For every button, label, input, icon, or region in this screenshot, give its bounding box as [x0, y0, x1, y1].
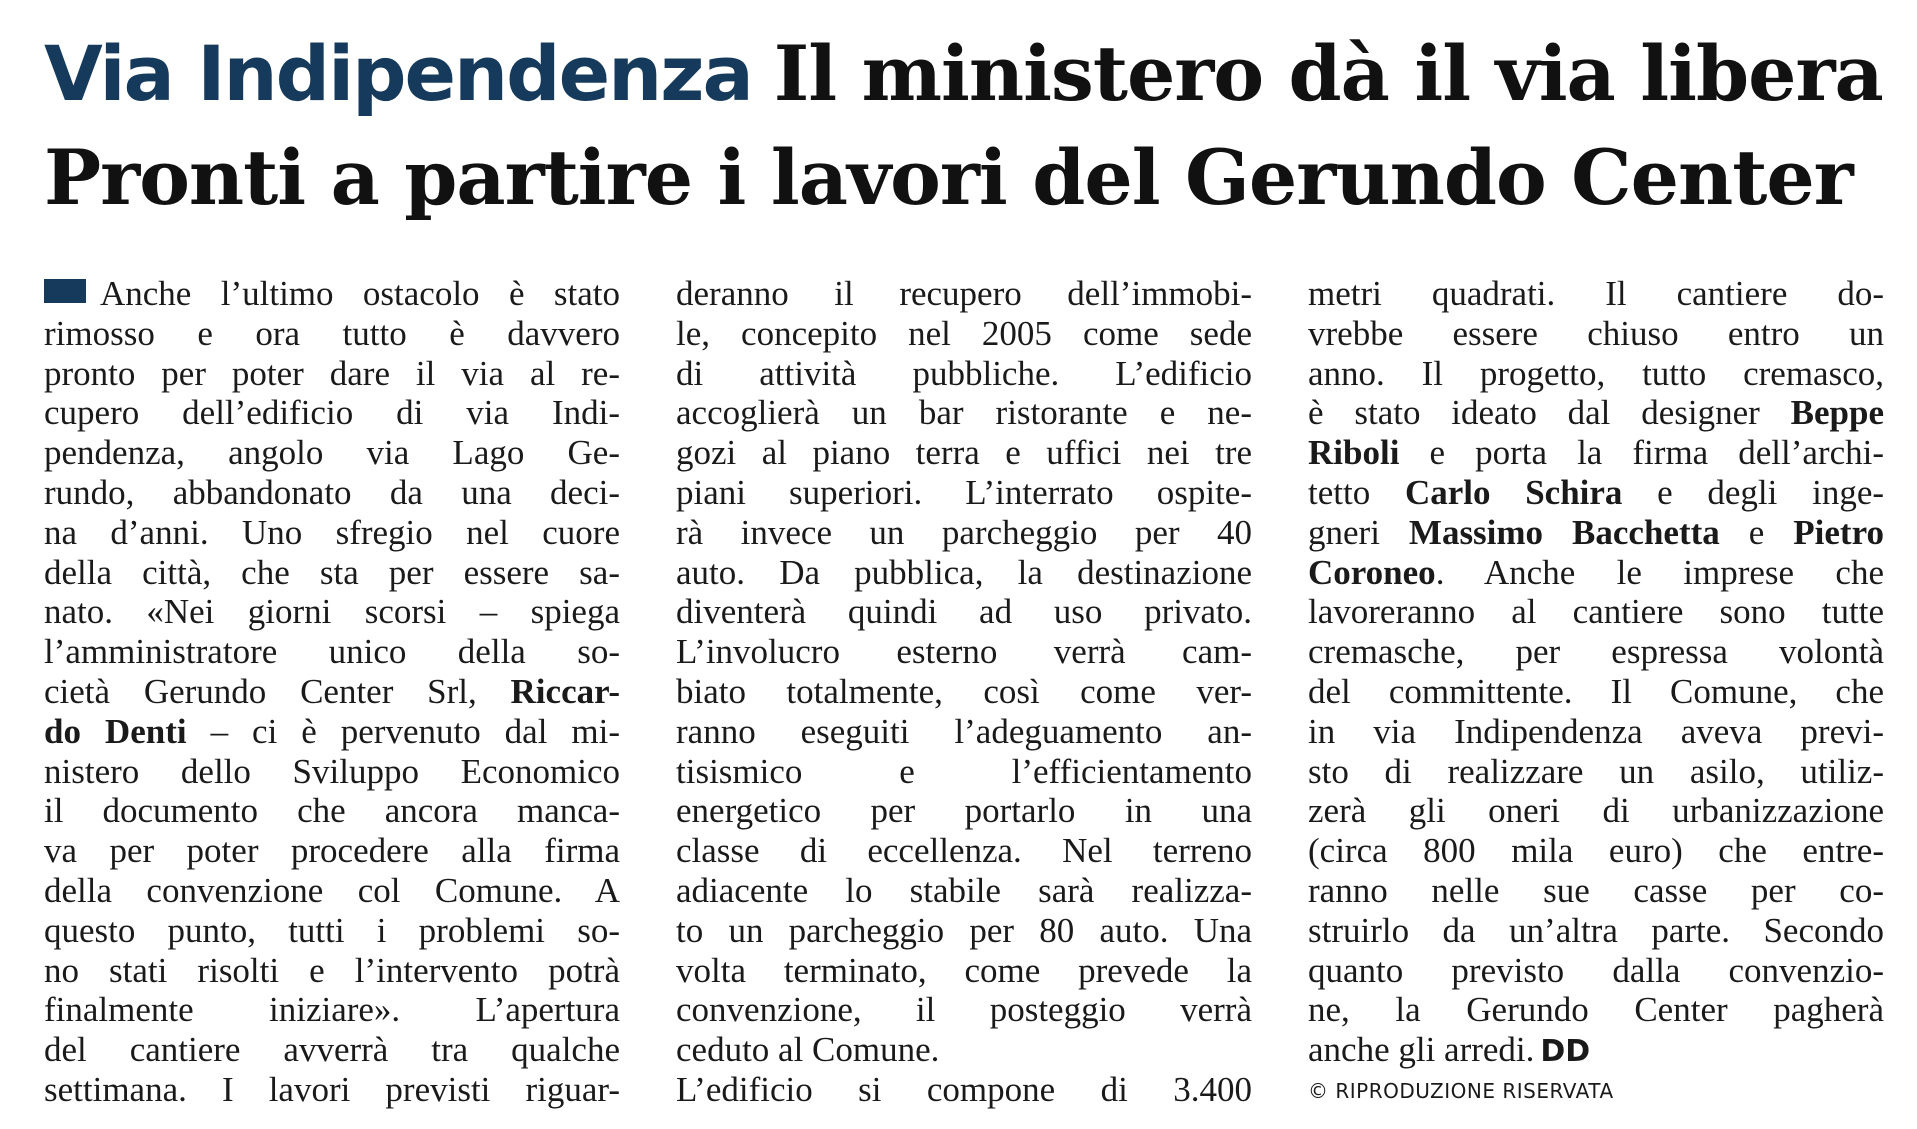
- headline-line-1: [44, 22, 1884, 126]
- text-line: biato totalmente, così come ver-: [676, 671, 1252, 711]
- text-line: adiacente lo stabile sarà realizza-: [676, 870, 1252, 910]
- text-line: di attività pubbliche. L’edificio: [676, 353, 1252, 393]
- text-line: anno. Il progetto, tutto cremasco,: [1308, 353, 1884, 393]
- person-name: Massimo Bacchetta: [1408, 512, 1720, 552]
- person-name: Carlo Schira: [1404, 472, 1623, 512]
- text-line: gneri Massimo Bacchetta e Pietro: [1308, 512, 1884, 552]
- text-line: tetto Carlo Schira e degli inge-: [1308, 472, 1884, 512]
- text-line: ranno eseguiti l’adeguamento an-: [676, 711, 1252, 751]
- text-line: nato. «Nei giorni scorsi – spiega: [44, 592, 620, 632]
- text-line: diventerà quindi ad uso privato.: [676, 592, 1252, 632]
- text-line: in via Indipendenza aveva previ-: [1308, 711, 1884, 751]
- text-line: cupero dell’edificio di via Indi-: [44, 393, 620, 433]
- article-column-1: [44, 274, 620, 1114]
- text-line: struirlo da un’altra parte. Secondo: [1308, 910, 1884, 950]
- text-line: l’amministratore unico della so-: [44, 632, 620, 672]
- article-body: [44, 274, 1884, 1114]
- headline-kicker: Via Indipendenza: [44, 29, 752, 118]
- text-line: Anche l’ultimo ostacolo è stato: [44, 274, 620, 314]
- headline: [44, 22, 1884, 230]
- person-name: Pietro: [1793, 512, 1884, 552]
- text-line: do Denti – ci è pervenuto dal mi-: [44, 711, 620, 751]
- text-line: del cantiere avverrà tra qualche: [44, 1030, 620, 1070]
- copyright-notice: © RIPRODUZIONE RISERVATA: [1308, 1078, 1614, 1103]
- text-line: gozi al piano terra e uffici nei tre: [676, 433, 1252, 473]
- text-line: sto di realizzare un asilo, utiliz-: [1308, 751, 1884, 791]
- text-line: questo punto, tutti i problemi so-: [44, 910, 620, 950]
- text-line: della convenzione col Comune. A: [44, 870, 620, 910]
- person-name: Beppe: [1790, 393, 1884, 433]
- text-line: rà invece un parcheggio per 40: [676, 512, 1252, 552]
- text-line: accoglierà un bar ristorante e ne-: [676, 393, 1252, 433]
- text-line: è stato ideato dal designer Beppe: [1308, 393, 1884, 433]
- text-line: deranno il recupero dell’immobi-: [676, 274, 1252, 313]
- text-line: ranno nelle sue casse per co-: [1308, 870, 1884, 910]
- text-line: rundo, abbandonato da una deci-: [44, 472, 620, 512]
- text-line: piani superiori. L’interrato ospite-: [676, 472, 1252, 512]
- text-line: L’involucro esterno verrà cam-: [676, 632, 1252, 672]
- text-line: finalmente iniziare». L’apertura: [44, 990, 620, 1030]
- text-line: pronto per poter dare il via al re-: [44, 353, 620, 393]
- person-name: Coroneo: [1308, 552, 1436, 592]
- headline-title-1: Il ministero dà il via libera: [773, 29, 1883, 118]
- headline-line-2: Pronti a partire i lavori del Gerundo Center: [44, 133, 1853, 222]
- text-line: le, concepito nel 2005 come sede: [676, 313, 1252, 353]
- article-column-3: [1308, 274, 1884, 1114]
- text-line: ceduto al Comune.: [676, 1030, 940, 1070]
- person-name: do Denti: [44, 711, 187, 751]
- text-line: to un parcheggio per 80 auto. Una: [676, 910, 1252, 950]
- text-line: Riboli e porta la firma dell’archi-: [1308, 433, 1884, 473]
- author-signature: DD: [1540, 1034, 1591, 1070]
- text-line: pendenza, angolo via Lago Ge-: [44, 433, 620, 473]
- text-line: cietà Gerundo Center Srl, Riccar-: [44, 671, 620, 711]
- text-line: L’edificio si compone di 3.400: [676, 1069, 1252, 1109]
- person-name: Riboli: [1308, 433, 1400, 473]
- text-line: classe di eccellenza. Nel terreno: [676, 831, 1252, 871]
- text-line: no stati risolti e l’intervento potrà: [44, 950, 620, 990]
- text-line: rimosso e ora tutto è davvero: [44, 313, 620, 353]
- text-line: della città, che sta per essere sa-: [44, 552, 620, 592]
- section-marker-square: [44, 279, 86, 303]
- text-line: nistero dello Sviluppo Economico: [44, 751, 620, 791]
- text-line: volta terminato, come prevede la: [676, 950, 1252, 990]
- article-column-2: [676, 274, 1252, 1114]
- text-line: lavoreranno al cantiere sono tutte: [1308, 592, 1884, 632]
- text-line: ne, la Gerundo Center pagherà: [1308, 990, 1884, 1030]
- text-line: settimana. I lavori previsti riguar-: [44, 1069, 620, 1109]
- text-line: vrebbe essere chiuso entro un: [1308, 313, 1884, 353]
- text-line: metri quadrati. Il cantiere do-: [1308, 274, 1884, 313]
- text-line: il documento che ancora manca-: [44, 791, 620, 831]
- text-line: cremasche, per espressa volontà: [1308, 632, 1884, 672]
- text-line: tisismico e l’efficientamento: [676, 751, 1252, 791]
- text-line: quanto previsto dalla convenzio-: [1308, 950, 1884, 990]
- text-line: del committente. Il Comune, che: [1308, 671, 1884, 711]
- text-line: na d’anni. Uno sfregio nel cuore: [44, 512, 620, 552]
- text-line: va per poter procedere alla firma: [44, 831, 620, 871]
- text-line: auto. Da pubblica, la destinazione: [676, 552, 1252, 592]
- text-line: energetico per portarlo in una: [676, 791, 1252, 831]
- text-line: (circa 800 mila euro) che entre-: [1308, 831, 1884, 871]
- text-line: convenzione, il posteggio verrà: [676, 990, 1252, 1030]
- person-name: Riccar-: [510, 671, 620, 711]
- text-line: zerà gli oneri di urbanizzazione: [1308, 791, 1884, 831]
- text-line: anche gli arredi. DD: [1308, 1030, 1591, 1070]
- text-line: Coroneo. Anche le imprese che: [1308, 552, 1884, 592]
